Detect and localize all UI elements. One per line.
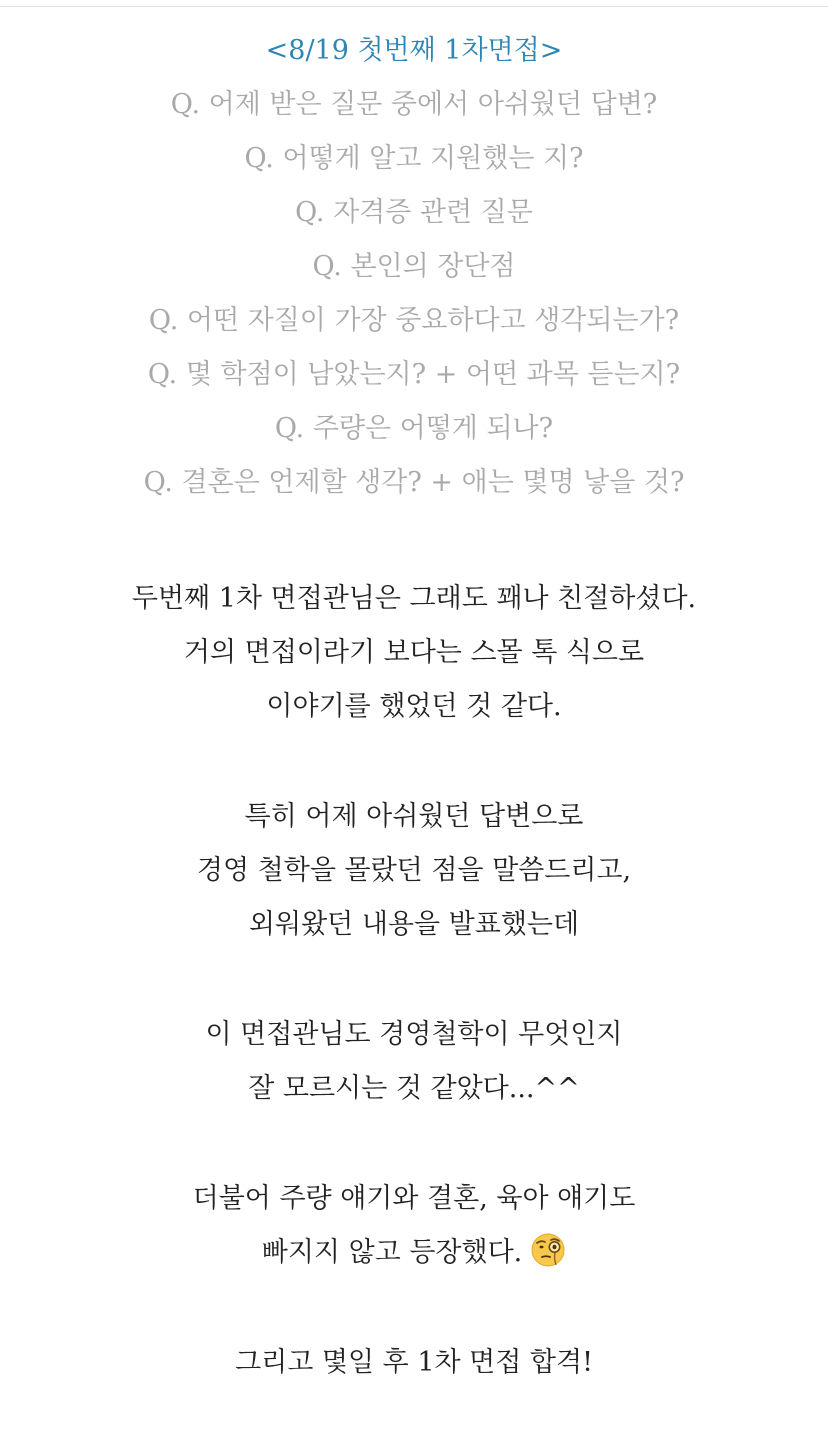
paragraph-interviewer [0, 1008, 828, 1116]
body-line: 그리고 몇일 후 1차 면접 합격! [235, 1347, 593, 1378]
body-line: 외워왔던 내용을 발표했는데 [248, 909, 580, 940]
post-content [0, 24, 828, 1446]
question-item: Q. 어떻게 알고 지원했는 지? [244, 143, 584, 174]
question-item: Q. 몇 학점이 남았는지? + 어떤 과목 듣는지? [147, 359, 681, 390]
body-paragraphs [0, 572, 828, 1390]
paragraph-result [0, 1336, 828, 1390]
question-item: Q. 결혼은 언제할 생각? + 애는 몇명 낳을 것? [143, 467, 685, 498]
body-line: 이 면접관님도 경영철학이 무엇인지 [205, 1019, 623, 1050]
question-item: Q. 어떤 자질이 가장 중요하다고 생각되는가? [148, 305, 680, 336]
body-line: 잘 모르시는 것 같았다...^^ [248, 1073, 580, 1104]
question-item: Q. 주량은 어떻게 되나? [274, 413, 554, 444]
face-with-monocle-icon [530, 1232, 566, 1268]
top-divider [0, 6, 828, 7]
body-line: 거의 면접이라기 보다는 스몰 톡 식으로 [183, 637, 645, 668]
body-line: 경영 철학을 몰랐던 점을 말씀드리고, [196, 855, 632, 886]
body-line: 두번째 1차 면접관님은 그래도 꽤나 친절하셨다. [131, 583, 697, 614]
question-item: Q. 본인의 장단점 [312, 251, 516, 282]
paragraph-topics [0, 1172, 828, 1280]
paragraph-impression [0, 572, 828, 734]
question-item: Q. 자격증 관련 질문 [295, 197, 533, 228]
body-line: 특히 어제 아쉬웠던 답변으로 [244, 801, 584, 832]
body-line-text: 빠지지 않고 등장했다. [261, 1237, 523, 1268]
body-line: 더불어 주량 얘기와 결혼, 육아 얘기도 [192, 1183, 636, 1214]
question-list [0, 78, 828, 510]
paragraph-philosophy [0, 790, 828, 952]
question-item: Q. 어제 받은 질문 중에서 아쉬웠던 답변? [170, 89, 658, 120]
interview-heading: <8/19 첫번째 1차면접> [265, 35, 563, 66]
body-line: 이야기를 했었던 것 같다. [266, 691, 562, 722]
body-line-with-emoji [0, 1226, 828, 1280]
